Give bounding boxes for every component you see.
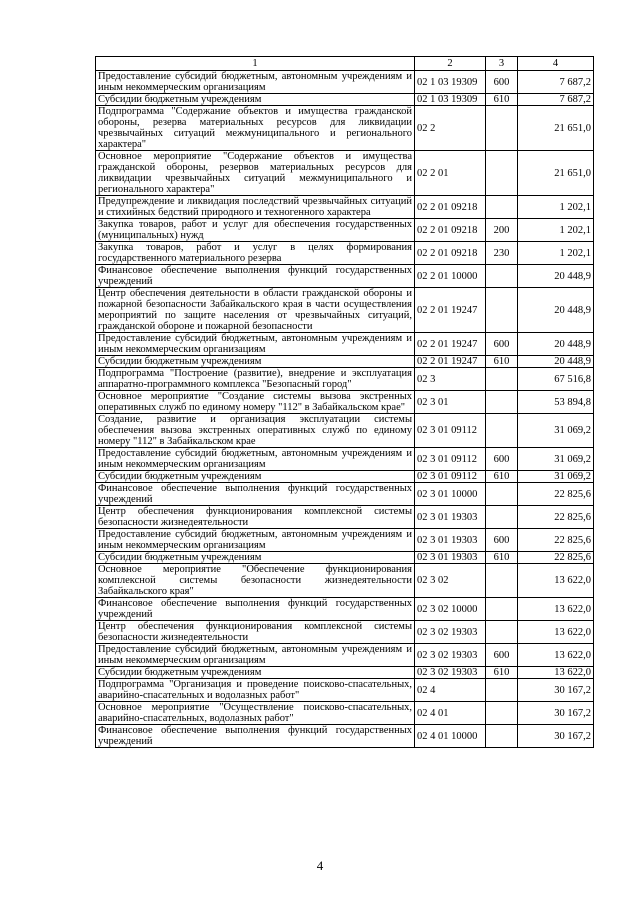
header-col-2: 2 (415, 57, 486, 71)
row-name-cell: Субсидии бюджетным учреждениям (96, 552, 415, 564)
row-type-cell: 200 (486, 219, 518, 242)
row-type-cell: 600 (486, 333, 518, 356)
row-type-cell (486, 368, 518, 391)
row-type-cell (486, 702, 518, 725)
row-type-cell: 610 (486, 94, 518, 106)
table-header (96, 57, 594, 71)
row-code-cell: 02 2 (415, 106, 486, 151)
row-code-cell: 02 3 01 (415, 391, 486, 414)
row-amount-cell: 1 202,1 (518, 242, 594, 265)
row-name-cell: Основное мероприятие "Создание системы вызова экстренных оперативных служб по единому номеру "112" в Забайкальском крае" (96, 391, 415, 414)
table-row (96, 94, 594, 106)
row-amount-cell: 13 622,0 (518, 621, 594, 644)
row-amount-cell: 21 651,0 (518, 151, 594, 196)
row-code-cell: 02 1 03 19309 (415, 71, 486, 94)
row-code-cell: 02 3 01 09112 (415, 448, 486, 471)
row-amount-cell: 30 167,2 (518, 725, 594, 748)
row-name-cell: Предоставление субсидий бюджетным, автономным учреждениям и иным некоммерческим организациям (96, 333, 415, 356)
row-amount-cell: 20 448,9 (518, 356, 594, 368)
table-row (96, 391, 594, 414)
row-code-cell: 02 4 01 10000 (415, 725, 486, 748)
row-amount-cell: 7 687,2 (518, 71, 594, 94)
table-row (96, 106, 594, 151)
row-amount-cell: 20 448,9 (518, 265, 594, 288)
row-type-cell: 610 (486, 667, 518, 679)
row-type-cell (486, 391, 518, 414)
row-code-cell: 02 3 01 09112 (415, 471, 486, 483)
row-name-cell: Субсидии бюджетным учреждениям (96, 94, 415, 106)
row-amount-cell: 31 069,2 (518, 414, 594, 448)
row-amount-cell: 67 516,8 (518, 368, 594, 391)
table-row (96, 448, 594, 471)
row-type-cell: 230 (486, 242, 518, 265)
row-type-cell (486, 679, 518, 702)
row-code-cell: 02 3 02 (415, 564, 486, 598)
row-name-cell: Субсидии бюджетным учреждениям (96, 667, 415, 679)
row-type-cell (486, 106, 518, 151)
row-name-cell: Подпрограмма "Содержание объектов и имущества гражданской обороны, резерва материальных ресурсов для ликвидации чрезвычайных ситуаций межмуниципального и регионального характера" (96, 106, 415, 151)
table-row (96, 333, 594, 356)
header-col-1: 1 (96, 57, 415, 71)
row-amount-cell: 53 894,8 (518, 391, 594, 414)
row-name-cell: Предоставление субсидий бюджетным, автономным учреждениям и иным некоммерческим организациям (96, 71, 415, 94)
row-name-cell: Финансовое обеспечение выполнения функций государственных учреждений (96, 598, 415, 621)
row-amount-cell: 22 825,6 (518, 506, 594, 529)
row-code-cell: 02 3 02 10000 (415, 598, 486, 621)
row-type-cell: 610 (486, 356, 518, 368)
row-code-cell: 02 2 01 19247 (415, 288, 486, 333)
table-row (96, 151, 594, 196)
table-row (96, 288, 594, 333)
row-amount-cell: 13 622,0 (518, 667, 594, 679)
row-type-cell: 610 (486, 552, 518, 564)
row-name-cell: Финансовое обеспечение выполнения функций государственных учреждений (96, 265, 415, 288)
row-type-cell (486, 414, 518, 448)
header-row (96, 57, 594, 71)
row-code-cell: 02 3 01 09112 (415, 414, 486, 448)
row-code-cell: 02 1 03 19309 (415, 94, 486, 106)
row-amount-cell: 1 202,1 (518, 196, 594, 219)
row-amount-cell: 21 651,0 (518, 106, 594, 151)
row-code-cell: 02 2 01 10000 (415, 265, 486, 288)
row-code-cell: 02 2 01 19247 (415, 333, 486, 356)
row-name-cell: Закупка товаров, работ и услуг в целях формирования государственного материального резерва (96, 242, 415, 265)
table-row (96, 552, 594, 564)
row-amount-cell: 7 687,2 (518, 94, 594, 106)
table-body (96, 71, 594, 748)
row-code-cell: 02 3 (415, 368, 486, 391)
row-code-cell: 02 2 01 09218 (415, 242, 486, 265)
table-row (96, 265, 594, 288)
row-amount-cell: 13 622,0 (518, 644, 594, 667)
row-code-cell: 02 3 01 19303 (415, 529, 486, 552)
row-code-cell: 02 3 02 19303 (415, 621, 486, 644)
row-type-cell: 600 (486, 448, 518, 471)
table-row (96, 483, 594, 506)
header-col-3: 3 (486, 57, 518, 71)
row-name-cell: Центр обеспечения функционирования комплексной системы безопасности жизнедеятельности (96, 506, 415, 529)
row-amount-cell: 30 167,2 (518, 679, 594, 702)
row-code-cell: 02 2 01 (415, 151, 486, 196)
row-type-cell (486, 621, 518, 644)
row-amount-cell: 30 167,2 (518, 702, 594, 725)
row-type-cell (486, 506, 518, 529)
row-name-cell: Основное мероприятие "Содержание объектов и имущества гражданской обороны, резервов материальных ресурсов для ликвидации чрезвычайных ситуаций межмуниципального и регионального характера" (96, 151, 415, 196)
row-type-cell (486, 725, 518, 748)
table-row (96, 529, 594, 552)
row-amount-cell: 1 202,1 (518, 219, 594, 242)
row-amount-cell: 13 622,0 (518, 598, 594, 621)
table-row (96, 71, 594, 94)
table-row (96, 219, 594, 242)
table-row (96, 414, 594, 448)
table-row (96, 196, 594, 219)
row-name-cell: Финансовое обеспечение выполнения функций государственных учреждений (96, 725, 415, 748)
table-row (96, 242, 594, 265)
table-row (96, 564, 594, 598)
row-amount-cell: 31 069,2 (518, 471, 594, 483)
row-type-cell (486, 598, 518, 621)
row-amount-cell: 20 448,9 (518, 333, 594, 356)
page-number: 4 (316, 858, 324, 873)
row-name-cell: Подпрограмма "Построение (развитие), внедрение и эксплуатация аппаратно-программного комплекса "Безопасный город" (96, 368, 415, 391)
row-amount-cell: 31 069,2 (518, 448, 594, 471)
budget-table (95, 56, 594, 748)
table-row (96, 598, 594, 621)
row-name-cell: Подпрограмма "Организация и проведение поисково-спасательных, аварийно-спасательных и водолазных работ" (96, 679, 415, 702)
row-name-cell: Предоставление субсидий бюджетным, автономным учреждениям и иным некоммерческим организациям (96, 448, 415, 471)
table-row (96, 725, 594, 748)
row-name-cell: Центр обеспечения деятельности в области гражданской обороны и пожарной безопасности Забайкальского края в части осуществления мероприятий по защите населения от чрезвычайных ситуаций, гражданской обороне и пожарной безопасности (96, 288, 415, 333)
table-row (96, 368, 594, 391)
row-amount-cell: 22 825,6 (518, 529, 594, 552)
row-code-cell: 02 2 01 09218 (415, 196, 486, 219)
row-type-cell: 610 (486, 471, 518, 483)
row-amount-cell: 22 825,6 (518, 483, 594, 506)
row-type-cell (486, 151, 518, 196)
row-type-cell: 600 (486, 529, 518, 552)
table-row (96, 667, 594, 679)
table-row (96, 621, 594, 644)
row-amount-cell: 13 622,0 (518, 564, 594, 598)
table-row (96, 644, 594, 667)
row-code-cell: 02 3 01 10000 (415, 483, 486, 506)
row-type-cell (486, 265, 518, 288)
row-code-cell: 02 2 01 19247 (415, 356, 486, 368)
row-type-cell: 600 (486, 644, 518, 667)
table-row (96, 506, 594, 529)
row-type-cell (486, 564, 518, 598)
row-code-cell: 02 3 02 19303 (415, 667, 486, 679)
row-name-cell: Центр обеспечения функционирования комплексной системы безопасности жизнедеятельности (96, 621, 415, 644)
row-name-cell: Предоставление субсидий бюджетным, автономным учреждениям и иным некоммерческим организациям (96, 529, 415, 552)
row-name-cell: Субсидии бюджетным учреждениям (96, 471, 415, 483)
row-type-cell (486, 483, 518, 506)
row-code-cell: 02 3 01 19303 (415, 506, 486, 529)
row-name-cell: Создание, развитие и организация эксплуатации системы обеспечения вызова экстренных оперативных служб по единому номеру "112" в Забайкальском крае (96, 414, 415, 448)
row-code-cell: 02 2 01 09218 (415, 219, 486, 242)
table-row (96, 471, 594, 483)
row-type-cell (486, 288, 518, 333)
row-code-cell: 02 4 (415, 679, 486, 702)
row-name-cell: Предупреждение и ликвидация последствий чрезвычайных ситуаций и стихийных бедствий природного и техногенного характера (96, 196, 415, 219)
row-type-cell: 600 (486, 71, 518, 94)
table-row (96, 702, 594, 725)
table-row (96, 356, 594, 368)
row-amount-cell: 22 825,6 (518, 552, 594, 564)
table-row (96, 679, 594, 702)
row-name-cell: Основное мероприятие "Осуществление поисково-спасательных, аварийно-спасательных, водолазных работ" (96, 702, 415, 725)
row-name-cell: Финансовое обеспечение выполнения функций государственных учреждений (96, 483, 415, 506)
row-type-cell (486, 196, 518, 219)
row-code-cell: 02 4 01 (415, 702, 486, 725)
row-amount-cell: 20 448,9 (518, 288, 594, 333)
row-code-cell: 02 3 02 19303 (415, 644, 486, 667)
row-name-cell: Основное мероприятие "Обеспечение функционирования комплексной системы безопасности жизнедеятельности Забайкальского края" (96, 564, 415, 598)
row-name-cell: Предоставление субсидий бюджетным, автономным учреждениям и иным некоммерческим организациям (96, 644, 415, 667)
header-col-4: 4 (518, 57, 594, 71)
row-code-cell: 02 3 01 19303 (415, 552, 486, 564)
row-name-cell: Субсидии бюджетным учреждениям (96, 356, 415, 368)
row-name-cell: Закупка товаров, работ и услуг для обеспечения государственных (муниципальных) нужд (96, 219, 415, 242)
